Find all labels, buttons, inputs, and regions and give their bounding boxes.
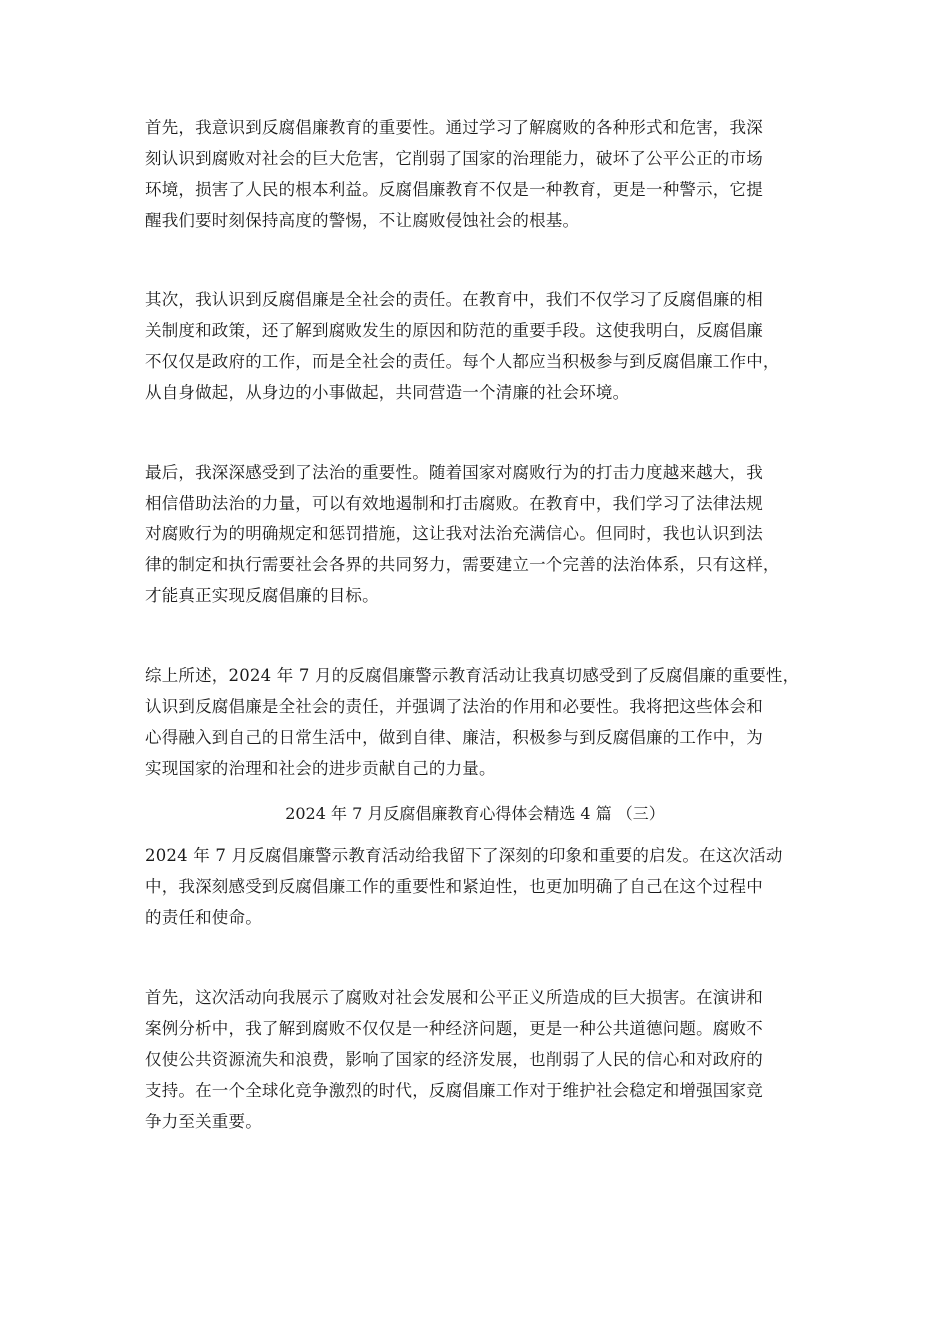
text-line: 刻认识到腐败对社会的巨大危害，它削弱了国家的治理能力，破坏了公平公正的市场 [145,149,763,168]
text-line: 醒我们要时刻保持高度的警惕，不让腐败侵蚀社会的根基。 [145,211,580,230]
text-line: 的责任和使命。 [145,908,262,927]
text-line: 首先，这次活动向我展示了腐败对社会发展和公平正义所造成的巨大损害。在演讲和 [145,988,763,1007]
text-line: 2024 年 7 月反腐倡廉警示教育活动给我留下了深刻的印象和重要的启发。在这次活动 [145,846,783,865]
text-line: 相信借助法治的力量，可以有效地遏制和打击腐败。在教育中，我们学习了法律法规 [145,494,763,513]
text-line: 争力至关重要。 [145,1112,262,1131]
text-line: 案例分析中，我了解到腐败不仅仅是一种经济问题，更是一种公共道德问题。腐败不 [145,1019,763,1038]
text-line: 对腐败行为的明确规定和惩罚措施，这让我对法治充满信心。但同时，我也认识到法 [145,524,763,543]
text-line: 不仅仅是政府的工作，而是全社会的责任。每个人都应当积极参与到反腐倡廉工作中， [145,352,780,371]
text-line: 实现国家的治理和社会的进步贡献自己的力量。 [145,759,496,778]
text-line: 仅使公共资源流失和浪费，影响了国家的经济发展，也削弱了人民的信心和对政府的 [145,1050,763,1069]
text-line: 环境，损害了人民的根本利益。反腐倡廉教育不仅是一种教育，更是一种警示，它提 [145,180,763,199]
text-line: 中，我深刻感受到反腐倡廉工作的重要性和紧迫性，也更加明确了自己在这个过程中 [145,877,763,896]
text-line: 才能真正实现反腐倡廉的目标。 [145,586,379,605]
section-heading: 2024 年 7 月反腐倡廉教育心得体会精选 4 篇 （三） [285,804,665,823]
text-line: 认识到反腐倡廉是全社会的责任，并强调了法治的作用和必要性。我将把这些体会和 [145,697,763,716]
text-line: 支持。在一个全球化竞争激烈的时代，反腐倡廉工作对于维护社会稳定和增强国家竞 [145,1081,763,1100]
text-line: 关制度和政策，还了解到腐败发生的原因和防范的重要手段。这使我明白，反腐倡廉 [145,321,763,340]
text-line: 从自身做起，从身边的小事做起，共同营造一个清廉的社会环境。 [145,383,630,402]
text-line: 综上所述，2024 年 7 月的反腐倡廉警示教育活动让我真切感受到了反腐倡廉的重要性， [145,666,800,685]
text-line: 其次，我认识到反腐倡廉是全社会的责任。在教育中，我们不仅学习了反腐倡廉的相 [145,290,763,309]
text-line: 心得融入到自己的日常生活中，做到自律、廉洁，积极参与到反腐倡廉的工作中，为 [145,728,763,747]
text-line: 首先，我意识到反腐倡廉教育的重要性。通过学习了解腐败的各种形式和危害，我深 [145,118,763,137]
text-line: 最后，我深深感受到了法治的重要性。随着国家对腐败行为的打击力度越来越大，我 [145,463,763,482]
text-line: 律的制定和执行需要社会各界的共同努力，需要建立一个完善的法治体系，只有这样， [145,555,780,574]
